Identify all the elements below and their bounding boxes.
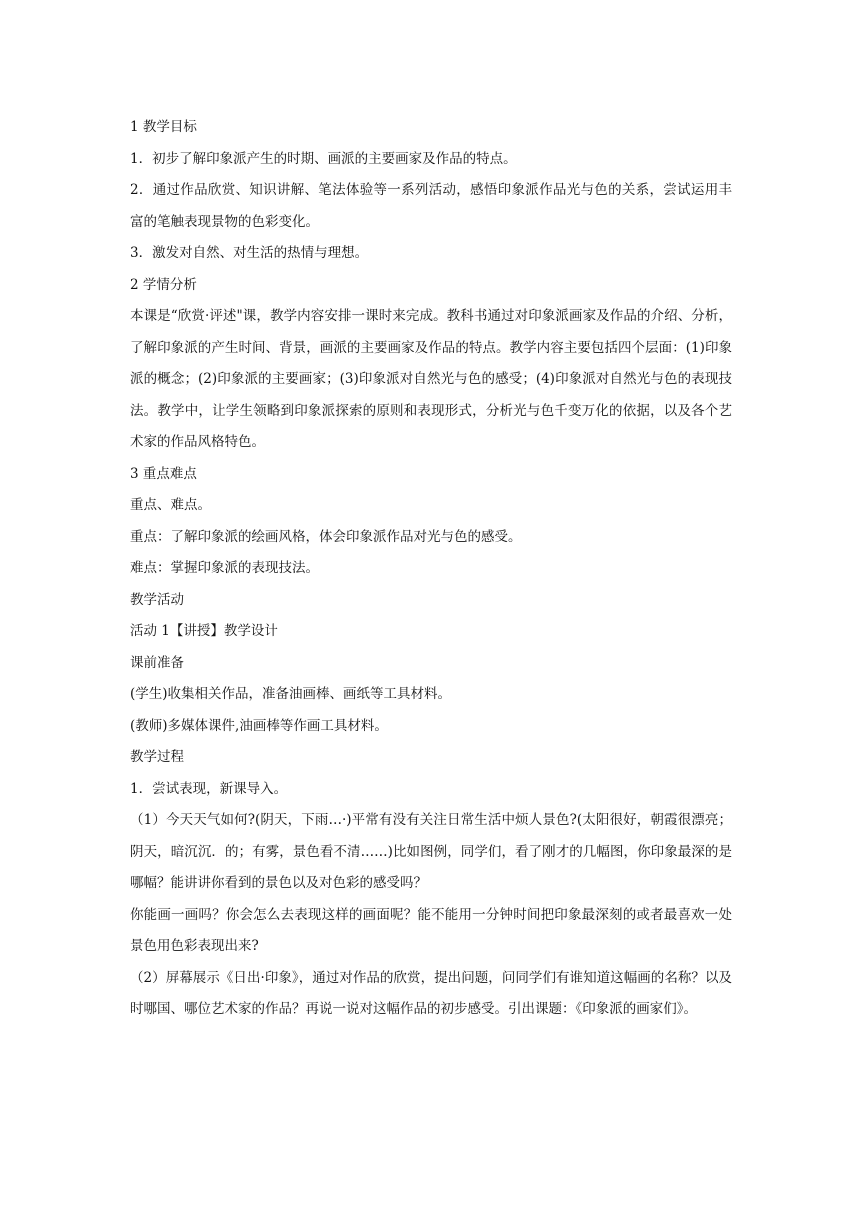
heading-process: 教学过程 — [130, 749, 184, 765]
process-step-1: 1．尝试表现，新课导入。 — [130, 780, 288, 797]
process-step-1-part-1: （1）今天天气如何?(阴天，下雨…·)平常有没有关注日常生活中烦人景色?(太阳很好，朝霞很漂亮；阴天，暗沉沉．的；有雾，景色看不清……)比如图例，同学们，看了刚才的几幅图，你印象最深的是哪幅？能讲讲你看到的景色以及对色彩的感受吗？ — [130, 812, 732, 891]
goal-item-1: 1．初步了解印象派产生的时期、画派的主要画家及作品的特点。 — [130, 150, 517, 167]
key-points-intro: 重点、难点。 — [130, 497, 211, 513]
goal-item-2: 2．通过作品欣赏、知识讲解、笔法体验等一系列活动，感悟印象派作品光与色的关系，尝试运用丰富的笔触表现景物的色彩变化。 — [130, 182, 732, 230]
heading-teaching-goals: 1 教学目标 — [130, 119, 197, 135]
teacher-preparation: (教师)多媒体课件,油画棒等作画工具材料。 — [130, 717, 388, 734]
process-step-1-question: 你能画一画吗？你会怎么去表现这样的画面呢？能不能用一分钟时间把印象最深刻的或者最喜欢一处景色用色彩表现出来? — [130, 906, 732, 954]
difficulty-text: 难点：掌握印象派的表现技法。 — [130, 560, 319, 576]
process-step-1-part-2: （2）屏幕展示《日出·印象》，通过对作品的欣赏，提出问题，问同学们有谁知道这幅画的名称？以及时哪国、哪位艺术家的作品？再说一说对这幅作品的初步感受。引出课题：《印象派的画家们》。 — [130, 969, 732, 1017]
student-analysis-text: 本课是“欣赏·评述"课，教学内容安排一课时来完成。教科书通过对印象派画家及作品的介绍、分析，了解印象派的产生时间、背景，画派的主要画家及作品的特点。教学内容主要包括四个层面：(1)印象派的概念；(2)印象派的主要画家；(3)印象派对自然光与色的感受；(4)印象派对自然光与色的表现技法。教学中，让学生领略到印象派探索的原则和表现形式，分析光与色千变万化的依据，以及各个艺术家的作品风格特色。 — [130, 308, 732, 450]
student-preparation: (学生)收集相关作品，准备油画棒、画纸等工具材料。 — [130, 686, 452, 702]
heading-student-analysis: 2 学情分析 — [130, 276, 197, 293]
goal-item-3: 3．激发对自然、对生活的热情与理想。 — [130, 245, 369, 261]
heading-preparation: 课前准备 — [130, 654, 184, 671]
heading-key-points: 3 重点难点 — [130, 465, 197, 482]
activity-1-title: 活动 1【讲授】教学设计 — [130, 623, 278, 639]
heading-activities: 教学活动 — [130, 591, 184, 608]
key-point-text: 重点：了解印象派的绘画风格，体会印象派作品对光与色的感受。 — [130, 528, 522, 545]
document-page — [130, 112, 732, 1026]
